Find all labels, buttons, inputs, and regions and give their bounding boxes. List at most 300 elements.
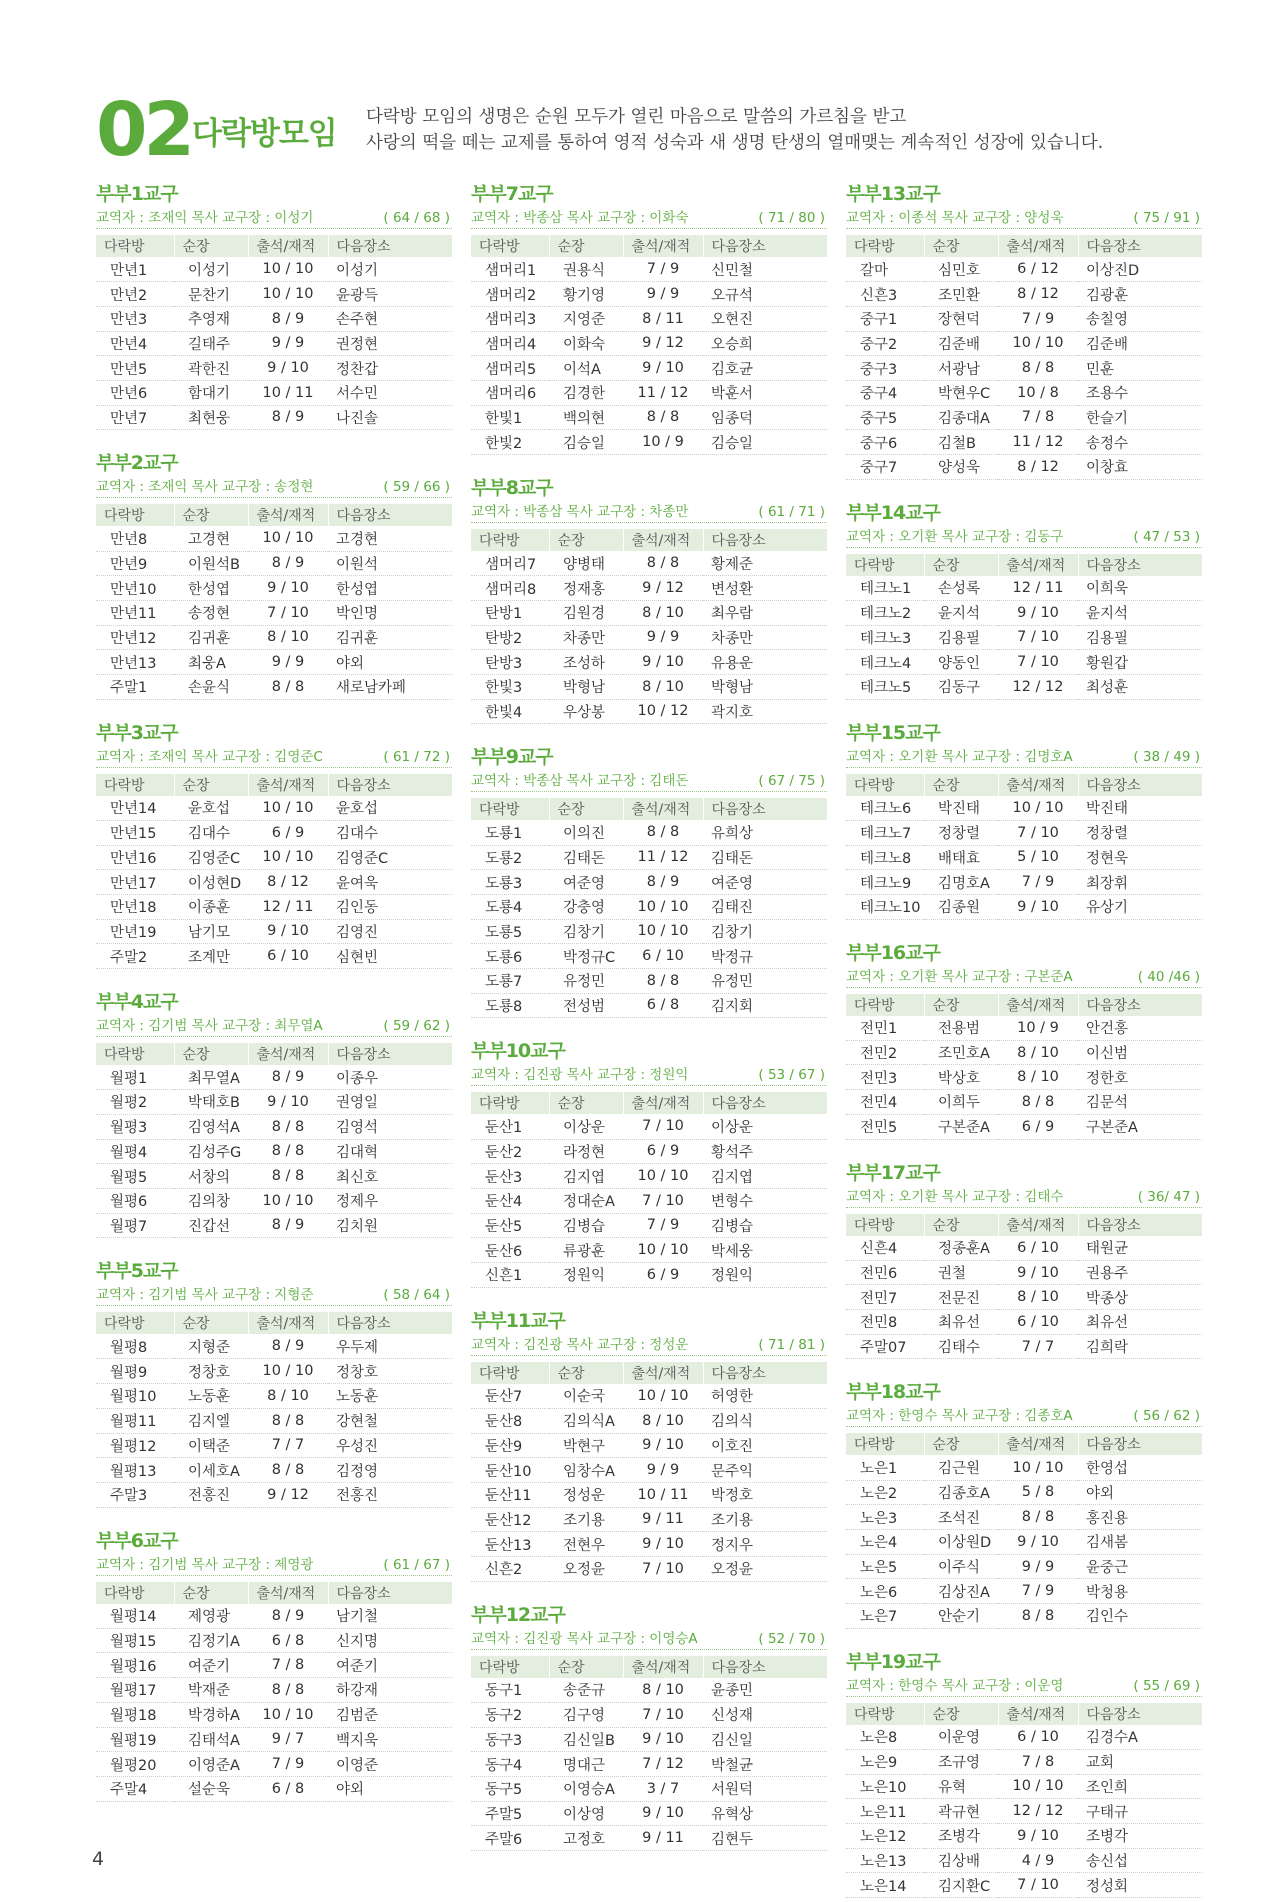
parish-meta xyxy=(471,501,827,523)
cell-attendance: 7 / 10 xyxy=(998,625,1078,650)
cell-next-place: 정지우 xyxy=(703,1532,827,1557)
parish-attendance-total: ( 38 / 49 ) xyxy=(1133,748,1200,765)
column-header: 순장 xyxy=(924,554,998,576)
cell-room: 주말5 xyxy=(471,1801,549,1826)
table-row xyxy=(846,1799,1202,1824)
column-header: 출석/재적 xyxy=(998,235,1078,257)
table-row xyxy=(471,551,827,576)
cell-next-place: 오현진 xyxy=(703,306,827,331)
cell-room: 둔산3 xyxy=(471,1164,549,1189)
table-row xyxy=(846,796,1202,821)
column-header: 출석/재적 xyxy=(623,798,703,820)
cell-attendance: 8 / 8 xyxy=(998,356,1078,381)
cell-next-place: 박형남 xyxy=(703,674,827,699)
cell-next-place: 구태규 xyxy=(1078,1799,1202,1824)
cell-attendance: 7 / 10 xyxy=(998,1873,1078,1898)
cell-room: 샘머리7 xyxy=(471,551,549,576)
table-row xyxy=(471,625,827,650)
parish-table xyxy=(471,1362,828,1582)
table-row xyxy=(846,1236,1202,1261)
cell-attendance: 7 / 10 xyxy=(623,1114,703,1139)
table-row xyxy=(846,1455,1202,1480)
table-row xyxy=(471,430,827,455)
cell-next-place: 문주익 xyxy=(703,1458,827,1483)
cell-room: 월평1 xyxy=(96,1065,174,1090)
column-1 xyxy=(96,181,452,1822)
table-row xyxy=(471,968,827,993)
cell-leader: 김영석A xyxy=(174,1114,248,1139)
table-row xyxy=(96,674,452,699)
parish-group xyxy=(846,500,1202,700)
table-row xyxy=(846,576,1202,601)
cell-room: 월평12 xyxy=(96,1433,174,1458)
cell-next-place: 유정민 xyxy=(703,968,827,993)
column-header: 출석/재적 xyxy=(623,1656,703,1678)
table-row xyxy=(846,1873,1202,1898)
cell-next-place: 김영진 xyxy=(328,919,452,944)
cell-next-place: 김병습 xyxy=(703,1213,827,1238)
cell-next-place: 하강재 xyxy=(328,1678,452,1703)
cell-next-place: 여준기 xyxy=(328,1653,452,1678)
cell-attendance: 9 / 11 xyxy=(623,1826,703,1851)
table-row xyxy=(846,1725,1202,1750)
cell-next-place: 김대수 xyxy=(328,820,452,845)
cell-room: 둔산12 xyxy=(471,1507,549,1532)
table-row xyxy=(96,405,452,430)
cell-attendance: 8 / 8 xyxy=(248,1164,328,1189)
parish-table xyxy=(846,1433,1203,1628)
cell-room: 만년11 xyxy=(96,600,174,625)
cell-room: 샘머리5 xyxy=(471,356,549,381)
cell-leader: 최무열A xyxy=(174,1065,248,1090)
parish-group xyxy=(846,1160,1202,1360)
table-row xyxy=(96,551,452,576)
cell-leader: 문찬기 xyxy=(174,282,248,307)
table-header-row xyxy=(471,798,827,820)
cell-leader: 박상호 xyxy=(924,1065,998,1090)
table-header-row xyxy=(96,774,452,796)
cell-room: 월평3 xyxy=(96,1114,174,1139)
cell-leader: 강충영 xyxy=(549,894,623,919)
column-header: 다음장소 xyxy=(328,1312,452,1334)
cell-attendance: 9 / 10 xyxy=(623,1727,703,1752)
table-row xyxy=(846,306,1202,331)
table-row xyxy=(96,1408,452,1433)
table-row xyxy=(471,1532,827,1557)
cell-room: 도룡5 xyxy=(471,919,549,944)
cell-attendance: 7 / 9 xyxy=(623,257,703,282)
parish-leaders: 교역자 : 조재익 목사 교구장 : 이성기 xyxy=(96,210,314,226)
column-header: 순장 xyxy=(549,235,623,257)
cell-room: 샘머리4 xyxy=(471,331,549,356)
parish-table xyxy=(846,1214,1203,1360)
cell-leader: 김상배 xyxy=(924,1848,998,1873)
cell-next-place: 이영준 xyxy=(328,1752,452,1777)
cell-attendance: 7 / 10 xyxy=(998,650,1078,675)
table-row xyxy=(846,331,1202,356)
cell-leader: 이상원D xyxy=(924,1530,998,1555)
parish-table xyxy=(471,1656,828,1851)
cell-next-place: 김승일 xyxy=(703,430,827,455)
cell-leader: 함대기 xyxy=(174,380,248,405)
cell-leader: 손윤식 xyxy=(174,674,248,699)
section-intro xyxy=(366,104,1103,156)
cell-leader: 손성록 xyxy=(924,576,998,601)
table-row xyxy=(471,1188,827,1213)
cell-room: 샘머리8 xyxy=(471,576,549,601)
cell-next-place: 안건홍 xyxy=(1078,1016,1202,1041)
cell-attendance: 3 / 7 xyxy=(623,1776,703,1801)
cell-leader: 박정규C xyxy=(549,944,623,969)
table-row xyxy=(471,331,827,356)
cell-room: 만년1 xyxy=(96,257,174,282)
cell-leader: 최웅A xyxy=(174,650,248,675)
cell-attendance: 6 / 8 xyxy=(623,993,703,1018)
parish-attendance-total: ( 59 / 62 ) xyxy=(383,1017,450,1034)
table-row xyxy=(471,1238,827,1263)
table-header-row xyxy=(96,1312,452,1334)
cell-next-place: 신지명 xyxy=(328,1628,452,1653)
table-row xyxy=(846,356,1202,381)
cell-attendance: 9 / 10 xyxy=(623,356,703,381)
cell-next-place: 김태진 xyxy=(703,894,827,919)
table-row xyxy=(471,944,827,969)
cell-room: 전민2 xyxy=(846,1040,924,1065)
cell-next-place: 곽지호 xyxy=(703,699,827,724)
cell-room: 노은11 xyxy=(846,1799,924,1824)
table-row xyxy=(471,1702,827,1727)
cell-room: 월평17 xyxy=(96,1678,174,1703)
table-row xyxy=(846,1824,1202,1849)
cell-attendance: 10 / 10 xyxy=(623,919,703,944)
cell-next-place: 정원익 xyxy=(703,1262,827,1287)
parish-leaders: 교역자 : 김진광 목사 교구장 : 이영승A xyxy=(471,1630,698,1647)
cell-room: 만년15 xyxy=(96,820,174,845)
cell-room: 샘머리1 xyxy=(471,257,549,282)
column-header: 순장 xyxy=(549,1656,623,1678)
cell-attendance: 12 / 12 xyxy=(998,1799,1078,1824)
cell-leader: 이택준 xyxy=(174,1433,248,1458)
parish-title: 부부14교구 xyxy=(846,501,940,524)
table-row xyxy=(96,870,452,895)
cell-next-place: 송정수 xyxy=(1078,430,1202,455)
cell-room: 노은10 xyxy=(846,1774,924,1799)
intro-line-2: 사랑의 떡을 떼는 교제를 통하여 영적 성숙과 새 생명 탄생의 열매맺는 계속적인 성장에 있습니다. xyxy=(366,133,1104,153)
cell-next-place: 김희락 xyxy=(1078,1334,1202,1359)
table-row xyxy=(846,650,1202,675)
cell-room: 테크노8 xyxy=(846,845,924,870)
cell-room: 월평7 xyxy=(96,1213,174,1238)
table-row xyxy=(846,1285,1202,1310)
cell-attendance: 10 / 12 xyxy=(623,699,703,724)
cell-next-place: 허영한 xyxy=(703,1384,827,1409)
cell-next-place: 조인희 xyxy=(1078,1774,1202,1799)
cell-room: 주말4 xyxy=(96,1776,174,1801)
parish-attendance-total: ( 56 / 62 ) xyxy=(1133,1408,1200,1425)
table-row xyxy=(846,1749,1202,1774)
column-header: 순장 xyxy=(924,774,998,796)
column-header: 다음장소 xyxy=(1078,774,1202,796)
table-row xyxy=(96,1653,452,1678)
parish-table xyxy=(96,235,453,430)
cell-next-place: 김정영 xyxy=(328,1458,452,1483)
cell-attendance: 8 / 8 xyxy=(248,1678,328,1703)
table-row xyxy=(96,1702,452,1727)
cell-leader: 심민호 xyxy=(924,257,998,282)
column-header: 다락방 xyxy=(471,529,549,551)
cell-next-place: 최신호 xyxy=(328,1164,452,1189)
cell-room: 월평16 xyxy=(96,1653,174,1678)
cell-attendance: 8 / 9 xyxy=(623,870,703,895)
cell-attendance: 8 / 8 xyxy=(248,1114,328,1139)
table-row xyxy=(96,576,452,601)
cell-attendance: 10 / 10 xyxy=(998,1455,1078,1480)
cell-attendance: 6 / 12 xyxy=(998,257,1078,282)
parish-group xyxy=(846,1649,1202,1898)
table-row xyxy=(846,282,1202,307)
cell-leader: 정원익 xyxy=(549,1262,623,1287)
table-row xyxy=(96,526,452,551)
parish-meta xyxy=(471,1628,827,1650)
cell-attendance: 8 / 10 xyxy=(623,600,703,625)
cell-attendance: 7 / 8 xyxy=(998,1749,1078,1774)
cell-room: 둔산13 xyxy=(471,1532,549,1557)
cell-leader: 김지환C xyxy=(924,1873,998,1898)
column-header: 다음장소 xyxy=(703,529,827,551)
cell-next-place: 김치원 xyxy=(328,1213,452,1238)
table-row xyxy=(846,894,1202,919)
cell-next-place: 김영준C xyxy=(328,845,452,870)
cell-leader: 김태돈 xyxy=(549,845,623,870)
parish-title: 부부2교구 xyxy=(96,452,178,475)
table-row xyxy=(96,1604,452,1629)
table-row xyxy=(846,870,1202,895)
table-row xyxy=(96,1628,452,1653)
cell-leader: 설순욱 xyxy=(174,1776,248,1801)
cell-room: 월평14 xyxy=(96,1604,174,1629)
cell-leader: 남기모 xyxy=(174,919,248,944)
cell-attendance: 9 / 9 xyxy=(998,1554,1078,1579)
column-header: 출석/재적 xyxy=(998,1433,1078,1455)
cell-attendance: 10 / 10 xyxy=(248,845,328,870)
cell-attendance: 9 / 10 xyxy=(998,1260,1078,1285)
column-header: 다음장소 xyxy=(1078,994,1202,1016)
cell-next-place: 박종상 xyxy=(1078,1285,1202,1310)
table-row xyxy=(471,1776,827,1801)
cell-next-place: 교회 xyxy=(1078,1749,1202,1774)
parish-group xyxy=(96,720,452,969)
parish-meta xyxy=(471,1334,827,1356)
cell-attendance: 7 / 7 xyxy=(248,1433,328,1458)
cell-next-place: 김귀훈 xyxy=(328,625,452,650)
cell-next-place: 구본준A xyxy=(1078,1114,1202,1139)
cell-room: 동구3 xyxy=(471,1727,549,1752)
cell-next-place: 권영일 xyxy=(328,1090,452,1115)
cell-room: 한빛4 xyxy=(471,699,549,724)
cell-room: 노은6 xyxy=(846,1579,924,1604)
cell-leader: 정창호 xyxy=(174,1359,248,1384)
cell-leader: 이의진 xyxy=(549,820,623,845)
cell-next-place: 야외 xyxy=(328,1776,452,1801)
table-header-row xyxy=(846,235,1202,257)
parish-table xyxy=(96,1043,453,1238)
table-row xyxy=(846,820,1202,845)
table-row xyxy=(96,1384,452,1409)
table-row xyxy=(471,1752,827,1777)
cell-next-place: 신민철 xyxy=(703,257,827,282)
table-row xyxy=(471,1678,827,1703)
cell-attendance: 8 / 8 xyxy=(623,820,703,845)
cell-leader: 이성현D xyxy=(174,870,248,895)
cell-room: 한빛3 xyxy=(471,674,549,699)
cell-attendance: 7 / 9 xyxy=(998,870,1078,895)
parish-group xyxy=(846,720,1202,920)
table-row xyxy=(471,405,827,430)
cell-next-place: 김지엽 xyxy=(703,1164,827,1189)
cell-room: 둔산2 xyxy=(471,1139,549,1164)
cell-leader: 제영광 xyxy=(174,1604,248,1629)
cell-leader: 김종호A xyxy=(924,1480,998,1505)
cell-room: 월평11 xyxy=(96,1408,174,1433)
cell-next-place: 정한호 xyxy=(1078,1065,1202,1090)
table-header-row xyxy=(846,554,1202,576)
cell-leader: 김신일B xyxy=(549,1727,623,1752)
cell-attendance: 8 / 8 xyxy=(623,968,703,993)
column-header: 다음장소 xyxy=(1078,1703,1202,1725)
column-header: 순장 xyxy=(924,1214,998,1236)
cell-room: 만년9 xyxy=(96,551,174,576)
cell-attendance: 7 / 9 xyxy=(998,1579,1078,1604)
parish-attendance-total: ( 71 / 80 ) xyxy=(758,210,825,226)
table-row xyxy=(96,625,452,650)
cell-room: 테크노3 xyxy=(846,625,924,650)
parish-attendance-total: ( 64 / 68 ) xyxy=(383,210,450,226)
cell-leader: 정종훈A xyxy=(924,1236,998,1261)
cell-attendance: 10 / 10 xyxy=(623,1164,703,1189)
cell-next-place: 조기용 xyxy=(703,1507,827,1532)
cell-room: 만년13 xyxy=(96,650,174,675)
cell-attendance: 8 / 10 xyxy=(248,1384,328,1409)
table-row xyxy=(471,993,827,1018)
parish-attendance-total: ( 75 / 91 ) xyxy=(1133,210,1200,226)
parish-attendance-total: ( 47 / 53 ) xyxy=(1133,528,1200,545)
cell-leader: 진갑선 xyxy=(174,1213,248,1238)
parish-leaders: 교역자 : 김기범 목사 교구장 : 최무열A xyxy=(96,1017,323,1034)
cell-next-place: 새로남카페 xyxy=(328,674,452,699)
cell-leader: 김귀훈 xyxy=(174,625,248,650)
cell-next-place: 김경수A xyxy=(1078,1725,1202,1750)
cell-leader: 박태호B xyxy=(174,1090,248,1115)
column-header: 출석/재적 xyxy=(998,1703,1078,1725)
cell-room: 중구2 xyxy=(846,331,924,356)
table-row xyxy=(96,1334,452,1359)
cell-leader: 유혁 xyxy=(924,1774,998,1799)
column-header: 출석/재적 xyxy=(248,504,328,526)
parish-group xyxy=(96,450,452,699)
table-row xyxy=(96,1678,452,1703)
cell-room: 탄방1 xyxy=(471,600,549,625)
cell-next-place: 정창렬 xyxy=(1078,820,1202,845)
cell-attendance: 8 / 9 xyxy=(248,405,328,430)
cell-next-place: 우성진 xyxy=(328,1433,452,1458)
cell-next-place: 오규석 xyxy=(703,282,827,307)
cell-next-place: 최성훈 xyxy=(1078,674,1202,699)
cell-attendance: 10 / 10 xyxy=(998,796,1078,821)
column-header: 출석/재적 xyxy=(998,554,1078,576)
parish-attendance-total: ( 59 / 66 ) xyxy=(383,479,450,496)
cell-leader: 김의식A xyxy=(549,1408,623,1433)
cell-next-place: 김호균 xyxy=(703,356,827,381)
cell-leader: 전용범 xyxy=(924,1016,998,1041)
table-row xyxy=(471,1139,827,1164)
cell-room: 월평6 xyxy=(96,1188,174,1213)
cell-room: 샘머리6 xyxy=(471,380,549,405)
parish-attendance-total: ( 52 / 70 ) xyxy=(758,1630,825,1647)
cell-attendance: 7 / 9 xyxy=(623,1213,703,1238)
cell-attendance: 9 / 7 xyxy=(248,1727,328,1752)
table-row xyxy=(471,1408,827,1433)
cell-attendance: 8 / 12 xyxy=(998,282,1078,307)
table-header-row xyxy=(846,1433,1202,1455)
cell-next-place: 김의식 xyxy=(703,1408,827,1433)
parish-title: 부부17교구 xyxy=(846,1161,940,1184)
table-row xyxy=(471,820,827,845)
parish-table xyxy=(471,798,828,1018)
cell-attendance: 8 / 9 xyxy=(248,1334,328,1359)
column-header: 다락방 xyxy=(846,235,924,257)
cell-room: 둔산5 xyxy=(471,1213,549,1238)
table-header-row xyxy=(471,529,827,551)
column-header: 다음장소 xyxy=(703,235,827,257)
cell-room: 전민6 xyxy=(846,1260,924,1285)
column-header: 출석/재적 xyxy=(248,235,328,257)
parish-meta xyxy=(471,207,827,229)
cell-attendance: 9 / 12 xyxy=(248,1482,328,1507)
cell-leader: 임창수A xyxy=(549,1458,623,1483)
cell-next-place: 전홍진 xyxy=(328,1482,452,1507)
parish-group xyxy=(471,475,827,724)
cell-leader: 라정현 xyxy=(549,1139,623,1164)
column-header: 다음장소 xyxy=(703,1656,827,1678)
parish-table xyxy=(471,529,828,724)
cell-next-place: 윤광득 xyxy=(328,282,452,307)
cell-leader: 곽규현 xyxy=(924,1799,998,1824)
column-3 xyxy=(846,181,1202,1902)
column-header: 순장 xyxy=(174,1312,248,1334)
page-number: 4 xyxy=(92,1848,105,1870)
column-header: 다락방 xyxy=(471,1656,549,1678)
cell-leader: 박경하A xyxy=(174,1702,248,1727)
cell-attendance: 8 / 8 xyxy=(248,1139,328,1164)
cell-attendance: 4 / 9 xyxy=(998,1848,1078,1873)
cell-attendance: 8 / 11 xyxy=(623,306,703,331)
cell-next-place: 김현두 xyxy=(703,1826,827,1851)
table-row xyxy=(471,1556,827,1581)
cell-attendance: 7 / 9 xyxy=(998,306,1078,331)
parish-attendance-total: ( 55 / 69 ) xyxy=(1133,1677,1200,1694)
column-header: 다락방 xyxy=(846,554,924,576)
parish-table xyxy=(96,1582,453,1802)
table-row xyxy=(96,1727,452,1752)
cell-leader: 김지엘 xyxy=(174,1408,248,1433)
parish-title: 부부6교구 xyxy=(96,1529,178,1552)
cell-leader: 추영재 xyxy=(174,306,248,331)
parish-meta xyxy=(846,1675,1202,1697)
cell-room: 노은7 xyxy=(846,1604,924,1629)
cell-attendance: 10 / 10 xyxy=(248,1702,328,1727)
column-header: 출석/재적 xyxy=(248,1582,328,1604)
parish-group xyxy=(471,181,827,455)
